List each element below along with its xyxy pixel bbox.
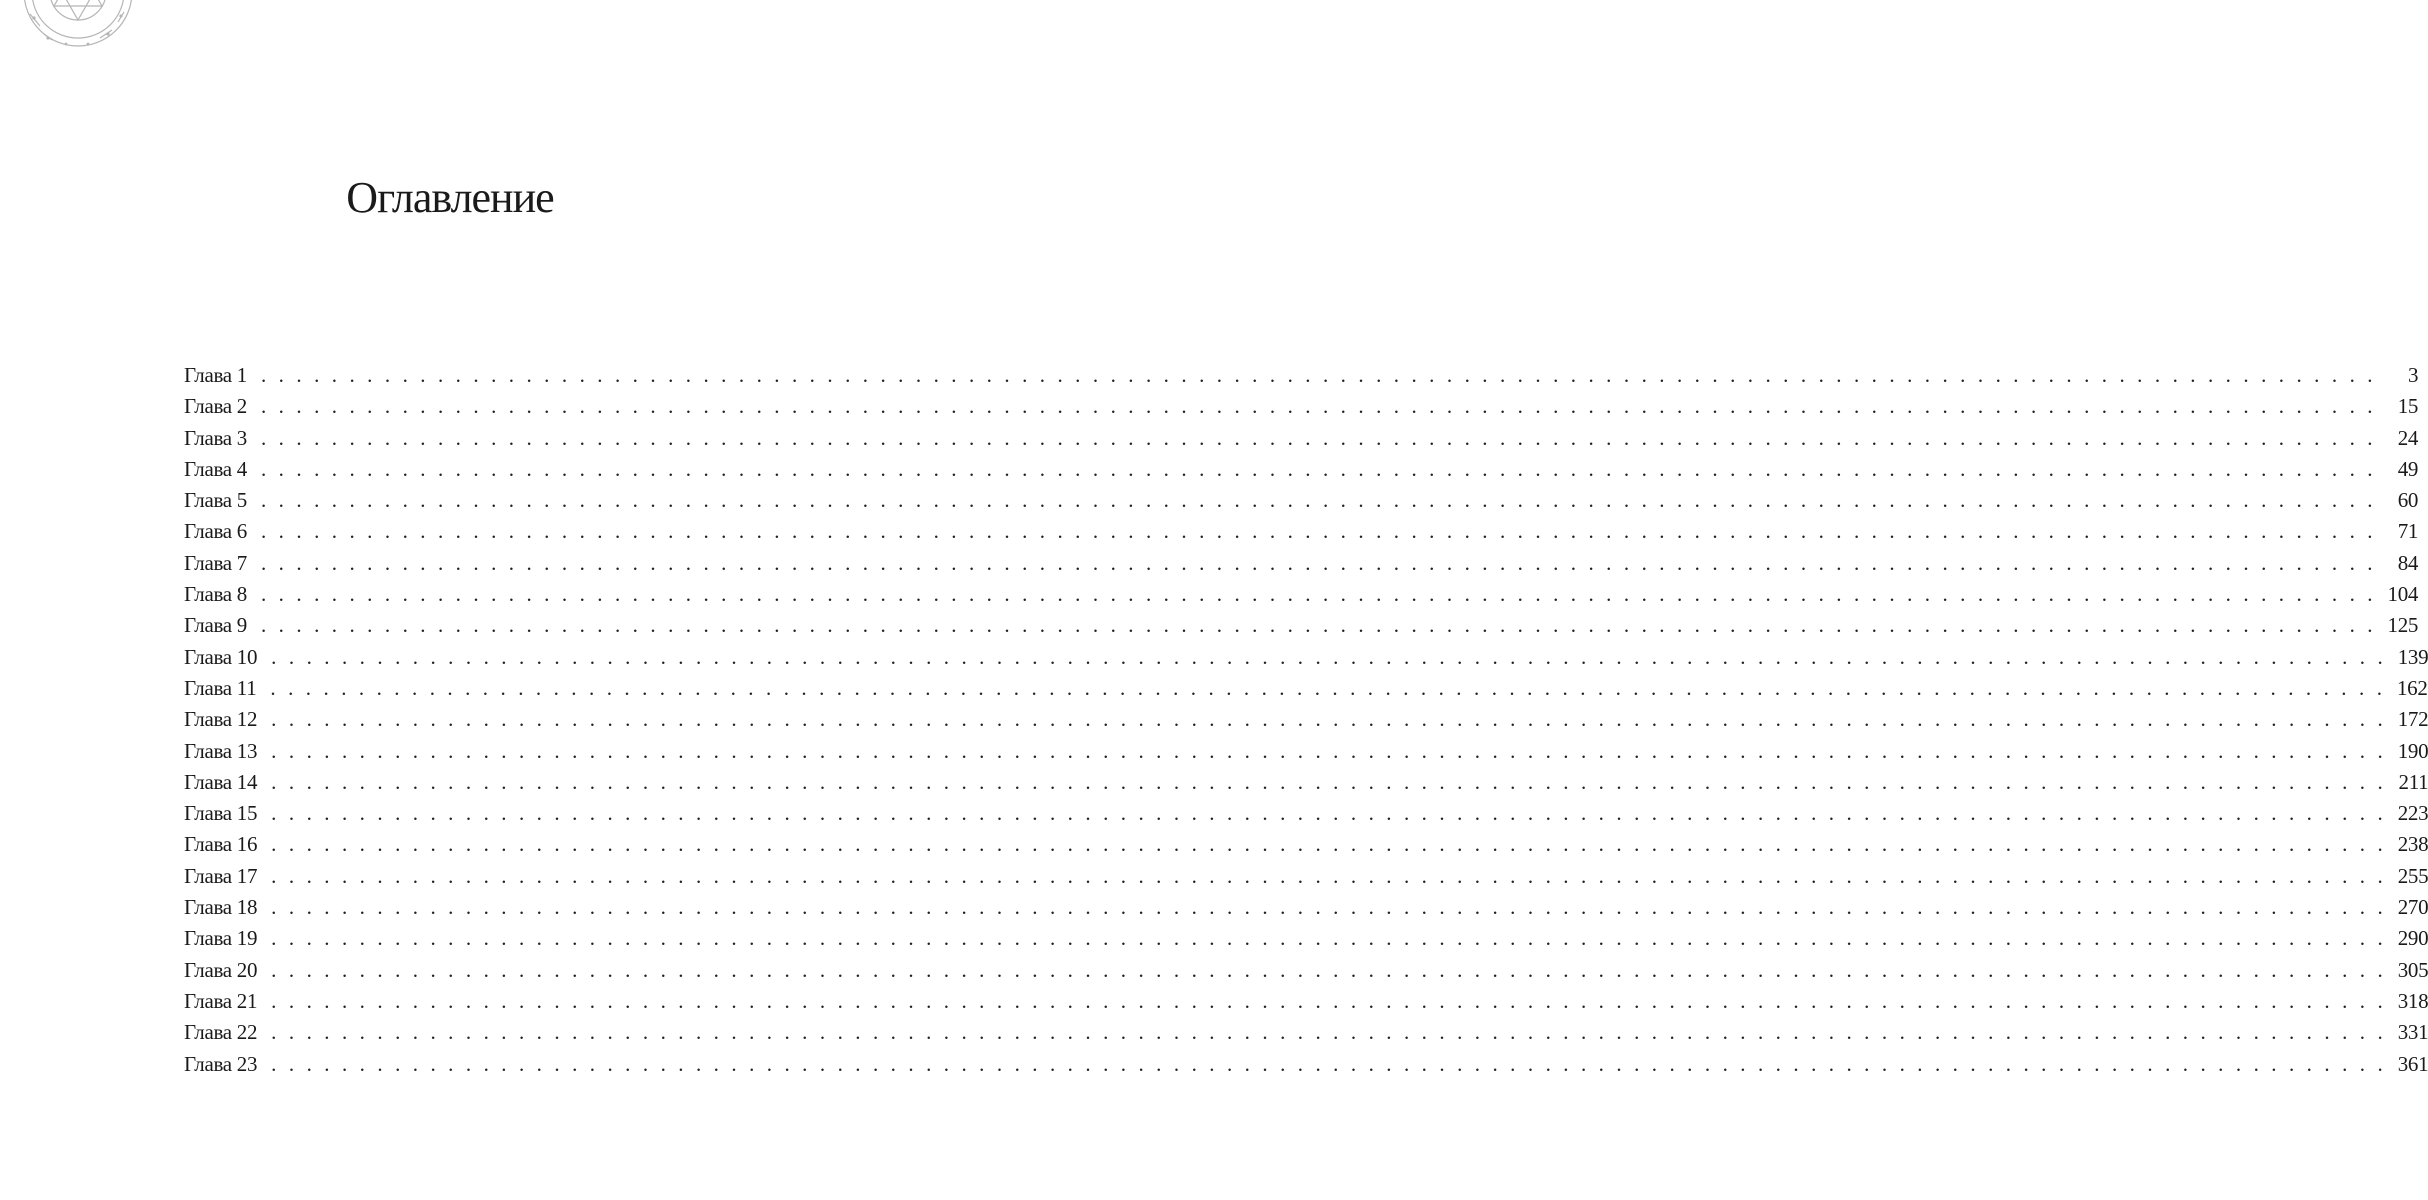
toc-entry-label: Глава 4 bbox=[184, 456, 247, 481]
toc-entry-label: Глава 19 bbox=[184, 926, 258, 951]
toc-leader-dots: . . . . . . . . . . . . . . . . . . . . . . . . . . . . . . . . . . . . . . . . . . . . . . . . . . . . . . . . . . . . . . . . . . . . . . . . . . . . . . . . . . . . . . . . . . . . . . . . . . . . . . . . . . . . . . . . . . . . . . . . bbox=[271, 644, 2387, 669]
toc-entry[interactable] bbox=[184, 892, 2428, 923]
seal-ornament-icon bbox=[0, 0, 130, 90]
toc-entry[interactable] bbox=[184, 454, 2419, 485]
page-title: Оглавление bbox=[346, 173, 554, 222]
toc-entry-page-number: 318 bbox=[2397, 988, 2428, 1013]
toc-entry-label: Глава 1 bbox=[184, 363, 247, 387]
toc-entry-page-number: 49 bbox=[2397, 456, 2419, 481]
toc-entry-page-number: 162 bbox=[2396, 675, 2428, 700]
toc-entry[interactable] bbox=[184, 485, 2419, 516]
toc-entry[interactable] bbox=[184, 955, 2428, 986]
toc-entry-label: Глава 13 bbox=[184, 738, 258, 763]
toc-entry[interactable] bbox=[184, 360, 2419, 391]
toc-entry[interactable] bbox=[184, 423, 2419, 454]
toc-entry-label: Глава 16 bbox=[184, 832, 258, 857]
toc-entry-page-number: 15 bbox=[2397, 394, 2419, 419]
toc-entry-label: Глава 15 bbox=[184, 801, 258, 826]
toc-leader-dots: . . . . . . . . . . . . . . . . . . . . . . . . . . . . . . . . . . . . . . . . . . . . . . . . . . . . . . . . . . . . . . . . . . . . . . . . . . . . . . . . . . . . . . . . . . . . . . . . . . . . . . . . . . . . . . . . . . . . . . . . bbox=[260, 425, 2377, 450]
toc-entry[interactable] bbox=[184, 548, 2419, 579]
toc-entry-page-number: 270 bbox=[2397, 895, 2428, 920]
toc-entry-label: Глава 18 bbox=[184, 895, 258, 920]
toc-entry-label: Глава 9 bbox=[184, 613, 247, 638]
toc-entry[interactable] bbox=[184, 391, 2419, 422]
toc-entry-page-number: 305 bbox=[2397, 957, 2428, 982]
toc-entry[interactable] bbox=[184, 642, 2428, 673]
toc-entry-page-number: 223 bbox=[2397, 801, 2428, 826]
toc-leader-dots: . . . . . . . . . . . . . . . . . . . . . . . . . . . . . . . . . . . . . . . . . . . . . . . . . . . . . . . . . . . . . . . . . . . . . . . . . . . . . . . . . . . . . . . . . . . . . . . . . . . . . . . . . . . . . . . . . . . . . . . . bbox=[260, 488, 2377, 513]
toc-entry-label: Глава 21 bbox=[184, 988, 258, 1013]
toc-entry-page-number: 84 bbox=[2397, 550, 2419, 575]
toc-entry-label: Глава 6 bbox=[184, 519, 247, 544]
toc-entry-label: Глава 2 bbox=[184, 394, 247, 419]
toc-entry-page-number: 290 bbox=[2397, 926, 2428, 951]
toc-entry-label: Глава 23 bbox=[184, 1051, 258, 1076]
toc-entry-page-number: 104 bbox=[2387, 582, 2419, 607]
toc-entry-label: Глава 3 bbox=[184, 425, 247, 450]
toc-leader-dots: . . . . . . . . . . . . . . . . . . . . . . . . . . . . . . . . . . . . . . . . . . . . . . . . . . . . . . . . . . . . . . . . . . . . . . . . . . . . . . . . . . . . . . . . . . . . . . . . . . . . . . . . . . . . . . . . . . . . . . . . bbox=[271, 895, 2387, 920]
toc-entry-label: Глава 8 bbox=[184, 582, 247, 607]
toc-entry[interactable] bbox=[184, 673, 2428, 704]
toc-leader-dots: . . . . . . . . . . . . . . . . . . . . . . . . . . . . . . . . . . . . . . . . . . . . . . . . . . . . . . . . . . . . . . . . . . . . . . . . . . . . . . . . . . . . . . . . . . . . . . . . . . . . . . . . . . . . . . . . . . . . . . . . bbox=[271, 738, 2387, 763]
toc-entry[interactable] bbox=[184, 704, 2428, 735]
toc-entry-page-number: 71 bbox=[2397, 519, 2419, 544]
toc-entry[interactable] bbox=[184, 986, 2428, 1017]
toc-entry-label: Глава 11 bbox=[184, 675, 257, 700]
toc-leader-dots: . . . . . . . . . . . . . . . . . . . . . . . . . . . . . . . . . . . . . . . . . . . . . . . . . . . . . . . . . . . . . . . . . . . . . . . . . . . . . . . . . . . . . . . . . . . . . . . . . . . . . . . . . . . . . . . . . . . . . . . . bbox=[270, 675, 2386, 700]
toc-entry[interactable] bbox=[184, 798, 2428, 829]
toc-leader-dots: . . . . . . . . . . . . . . . . . . . . . . . . . . . . . . . . . . . . . . . . . . . . . . . . . . . . . . . . . . . . . . . . . . . . . . . . . . . . . . . . . . . . . . . . . . . . . . . . . . . . . . . . . . . . . . . . . . . . . . . . bbox=[260, 363, 2377, 387]
toc-leader-dots: . . . . . . . . . . . . . . . . . . . . . . . . . . . . . . . . . . . . . . . . . . . . . . . . . . . . . . . . . . . . . . . . . . . . . . . . . . . . . . . . . . . . . . . . . . . . . . . . . . . . . . . . . . . . . . . . . . . . . . . . bbox=[271, 926, 2387, 951]
toc-entry-page-number: 125 bbox=[2387, 613, 2419, 638]
toc-entry[interactable] bbox=[184, 829, 2428, 860]
toc-entry-page-number: 255 bbox=[2397, 863, 2428, 888]
toc-leader-dots: . . . . . . . . . . . . . . . . . . . . . . . . . . . . . . . . . . . . . . . . . . . . . . . . . . . . . . . . . . . . . . . . . . . . . . . . . . . . . . . . . . . . . . . . . . . . . . . . . . . . . . . . . . . . . . . . . . . . . . . . bbox=[271, 769, 2387, 794]
toc-leader-dots: . . . . . . . . . . . . . . . . . . . . . . . . . . . . . . . . . . . . . . . . . . . . . . . . . . . . . . . . . . . . . . . . . . . . . . . . . . . . . . . . . . . . . . . . . . . . . . . . . . . . . . . . . . . . . . . . . . . . . . . . bbox=[271, 801, 2387, 826]
toc-leader-dots: . . . . . . . . . . . . . . . . . . . . . . . . . . . . . . . . . . . . . . . . . . . . . . . . . . . . . . . . . . . . . . . . . . . . . . . . . . . . . . . . . . . . . . . . . . . . . . . . . . . . . . . . . . . . . . . . . . . . . . . . bbox=[271, 832, 2387, 857]
toc-leader-dots: . . . . . . . . . . . . . . . . . . . . . . . . . . . . . . . . . . . . . . . . . . . . . . . . . . . . . . . . . . . . . . . . . . . . . . . . . . . . . . . . . . . . . . . . . . . . . . . . . . . . . . . . . . . . . . . . . . . . . . . . bbox=[271, 1020, 2387, 1045]
toc-entry-page-number: 24 bbox=[2397, 425, 2419, 450]
toc-entry-page-number: 211 bbox=[2398, 769, 2428, 794]
toc-entry[interactable] bbox=[184, 610, 2419, 641]
toc-entry-label: Глава 14 bbox=[184, 769, 258, 794]
table-of-contents bbox=[184, 360, 2428, 1080]
toc-leader-dots: . . . . . . . . . . . . . . . . . . . . . . . . . . . . . . . . . . . . . . . . . . . . . . . . . . . . . . . . . . . . . . . . . . . . . . . . . . . . . . . . . . . . . . . . . . . . . . . . . . . . . . . . . . . . . . . . . . . . . . . . bbox=[271, 957, 2387, 982]
toc-leader-dots: . . . . . . . . . . . . . . . . . . . . . . . . . . . . . . . . . . . . . . . . . . . . . . . . . . . . . . . . . . . . . . . . . . . . . . . . . . . . . . . . . . . . . . . . . . . . . . . . . . . . . . . . . . . . . . . . . . . . . . . . bbox=[260, 613, 2377, 638]
toc-entry[interactable] bbox=[184, 579, 2419, 610]
toc-entry[interactable] bbox=[184, 767, 2428, 798]
toc-entry-label: Глава 22 bbox=[184, 1020, 258, 1045]
toc-entry-label: Глава 7 bbox=[184, 550, 247, 575]
toc-leader-dots: . . . . . . . . . . . . . . . . . . . . . . . . . . . . . . . . . . . . . . . . . . . . . . . . . . . . . . . . . . . . . . . . . . . . . . . . . . . . . . . . . . . . . . . . . . . . . . . . . . . . . . . . . . . . . . . . . . . . . . . . bbox=[260, 394, 2377, 419]
toc-leader-dots: . . . . . . . . . . . . . . . . . . . . . . . . . . . . . . . . . . . . . . . . . . . . . . . . . . . . . . . . . . . . . . . . . . . . . . . . . . . . . . . . . . . . . . . . . . . . . . . . . . . . . . . . . . . . . . . . . . . . . . . . bbox=[260, 519, 2377, 544]
toc-entry[interactable] bbox=[184, 516, 2419, 547]
toc-entry[interactable] bbox=[184, 861, 2428, 892]
toc-entry-page-number: 331 bbox=[2397, 1020, 2428, 1045]
toc-leader-dots: . . . . . . . . . . . . . . . . . . . . . . . . . . . . . . . . . . . . . . . . . . . . . . . . . . . . . . . . . . . . . . . . . . . . . . . . . . . . . . . . . . . . . . . . . . . . . . . . . . . . . . . . . . . . . . . . . . . . . . . . bbox=[260, 456, 2377, 481]
toc-entry-page-number: 361 bbox=[2397, 1051, 2428, 1076]
toc-entry-page-number: 238 bbox=[2397, 832, 2428, 857]
toc-leader-dots: . . . . . . . . . . . . . . . . . . . . . . . . . . . . . . . . . . . . . . . . . . . . . . . . . . . . . . . . . . . . . . . . . . . . . . . . . . . . . . . . . . . . . . . . . . . . . . . . . . . . . . . . . . . . . . . . . . . . . . . . bbox=[271, 707, 2387, 732]
toc-entry[interactable] bbox=[184, 923, 2428, 954]
toc-entry[interactable] bbox=[184, 1049, 2428, 1080]
toc-entry-page-number: 60 bbox=[2397, 488, 2419, 513]
toc-entry[interactable] bbox=[184, 736, 2428, 767]
toc-entry-label: Глава 10 bbox=[184, 644, 258, 669]
toc-leader-dots: . . . . . . . . . . . . . . . . . . . . . . . . . . . . . . . . . . . . . . . . . . . . . . . . . . . . . . . . . . . . . . . . . . . . . . . . . . . . . . . . . . . . . . . . . . . . . . . . . . . . . . . . . . . . . . . . . . . . . . . . bbox=[271, 863, 2387, 888]
toc-entry-page-number: 172 bbox=[2397, 707, 2428, 732]
toc-entry-label: Глава 12 bbox=[184, 707, 258, 732]
toc-entry-page-number: 3 bbox=[2407, 363, 2419, 387]
toc-leader-dots: . . . . . . . . . . . . . . . . . . . . . . . . . . . . . . . . . . . . . . . . . . . . . . . . . . . . . . . . . . . . . . . . . . . . . . . . . . . . . . . . . . . . . . . . . . . . . . . . . . . . . . . . . . . . . . . . . . . . . . . . bbox=[260, 550, 2377, 575]
toc-leader-dots: . . . . . . . . . . . . . . . . . . . . . . . . . . . . . . . . . . . . . . . . . . . . . . . . . . . . . . . . . . . . . . . . . . . . . . . . . . . . . . . . . . . . . . . . . . . . . . . . . . . . . . . . . . . . . . . . . . . . . . . . bbox=[271, 988, 2387, 1013]
toc-entry[interactable] bbox=[184, 1017, 2428, 1048]
toc-leader-dots: . . . . . . . . . . . . . . . . . . . . . . . . . . . . . . . . . . . . . . . . . . . . . . . . . . . . . . . . . . . . . . . . . . . . . . . . . . . . . . . . . . . . . . . . . . . . . . . . . . . . . . . . . . . . . . . . . . . . . . . . bbox=[260, 582, 2377, 607]
toc-leader-dots: . . . . . . . . . . . . . . . . . . . . . . . . . . . . . . . . . . . . . . . . . . . . . . . . . . . . . . . . . . . . . . . . . . . . . . . . . . . . . . . . . . . . . . . . . . . . . . . . . . . . . . . . . . . . . . . . . . . . . . . . bbox=[271, 1051, 2387, 1076]
toc-entry-label: Глава 5 bbox=[184, 488, 247, 513]
toc-entry-label: Глава 20 bbox=[184, 957, 258, 982]
toc-entry-page-number: 190 bbox=[2397, 738, 2428, 763]
toc-entry-label: Глава 17 bbox=[184, 863, 258, 888]
toc-entry-page-number: 139 bbox=[2397, 644, 2428, 669]
